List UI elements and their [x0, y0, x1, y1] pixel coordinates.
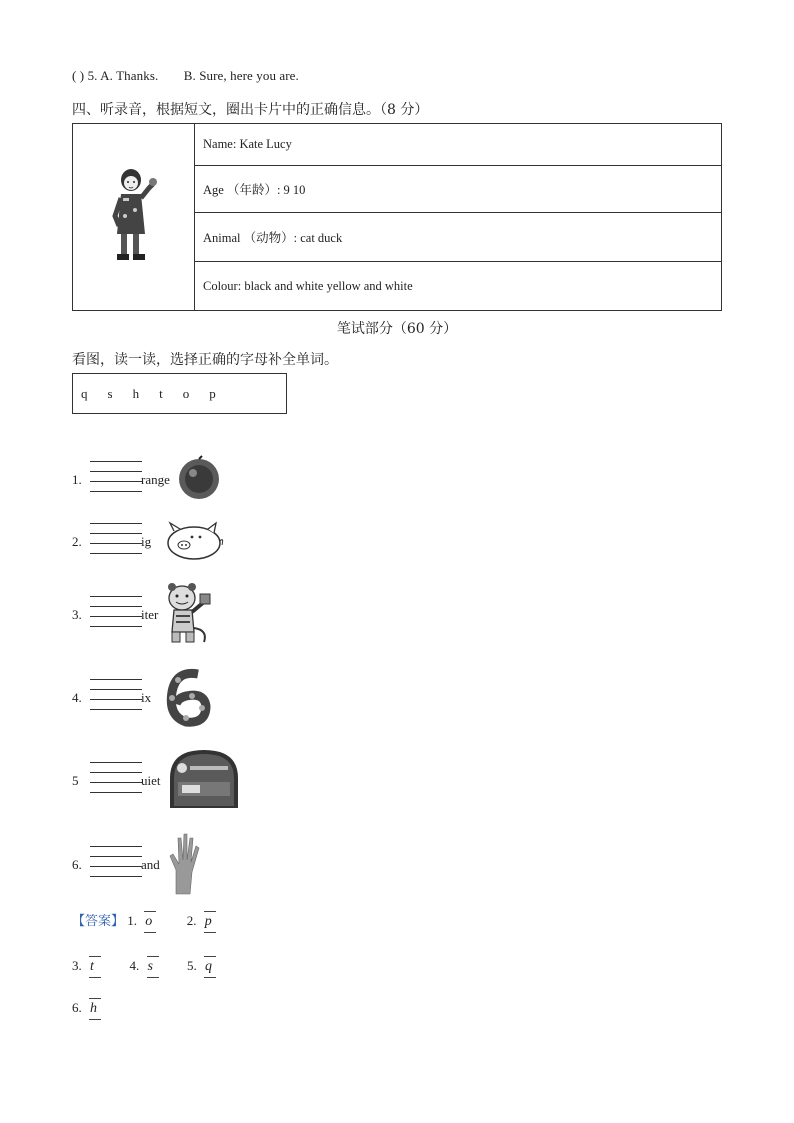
answer-number: 1. — [127, 913, 138, 928]
tiger-picture — [164, 582, 216, 646]
card-row-name: Name: Kate Lucy — [195, 124, 722, 166]
answer-row-2 — [72, 956, 216, 978]
letter-choice: o — [182, 385, 190, 401]
card-row-colour: Colour: black and white yellow and white — [195, 262, 722, 311]
answer-letter: h — [90, 1001, 97, 1016]
answer-blank[interactable] — [90, 523, 142, 553]
orange-picture — [176, 455, 222, 501]
answer-number: 4. — [129, 957, 140, 973]
answer-letter-box — [89, 956, 101, 978]
letter-choice-box — [72, 373, 287, 414]
girl-waving-illustration — [109, 166, 159, 266]
letter-choice: t — [159, 385, 163, 401]
answer-blank[interactable] — [90, 762, 142, 792]
answer-number: 5. — [187, 957, 197, 973]
answer-blank[interactable] — [90, 846, 142, 876]
option-a: A. Thanks. — [100, 68, 159, 83]
answer-letter-box — [147, 956, 159, 978]
answer-letter: p — [204, 914, 212, 930]
answer-number: 2. — [186, 913, 197, 928]
word-ending: and — [141, 857, 160, 872]
question-number: 6. — [72, 857, 82, 872]
question-2 — [72, 517, 272, 577]
letter-choice: p — [209, 385, 216, 401]
letter-choice: q — [81, 385, 88, 401]
answer-letter: t — [90, 959, 94, 974]
answer-letter: s — [147, 959, 153, 974]
question-number: 5 — [72, 773, 79, 788]
instruction-text: 看图，读一读，选择正确的字母补全单词。 — [72, 352, 338, 368]
listening-item-5 — [72, 68, 299, 84]
answer-letter-box — [204, 956, 216, 978]
info-card-table — [72, 123, 722, 311]
answer-blank[interactable] — [90, 461, 142, 491]
word-ending: ig — [141, 534, 152, 549]
question-4 — [72, 666, 272, 728]
card-row-animal: Animal （动物）: cat duck — [195, 213, 722, 262]
section-four-heading: 四、听录音，根据短文，圈出卡片中的正确信息。（8 分） — [72, 102, 429, 118]
answer-number: 3. — [72, 957, 82, 973]
girl-picture-cell — [73, 124, 195, 311]
word-ending: ix — [141, 690, 152, 705]
question-number: 4. — [72, 690, 82, 705]
word-ending: iter — [141, 607, 159, 622]
answer-paren: ( ) — [72, 68, 85, 83]
card-row-age: Age （年龄）: 9 10 — [195, 165, 722, 213]
written-part-title: 笔试部分（60 分） — [336, 321, 458, 337]
question-number: 1. — [72, 472, 82, 487]
six-picture — [156, 666, 218, 728]
question-6 — [72, 832, 272, 896]
answer-row-3 — [72, 998, 101, 1020]
letter-choice: h — [132, 385, 140, 401]
question-number: 3. — [72, 607, 82, 622]
option-b: B. Sure, here you are. — [183, 68, 299, 83]
answer-letter-box — [144, 911, 156, 933]
question-3 — [72, 582, 272, 648]
answer-row-1 — [72, 910, 216, 933]
question-5 — [72, 748, 272, 812]
question-number: 2. — [72, 534, 82, 549]
answer-letter-box — [89, 998, 101, 1020]
answer-blank[interactable] — [90, 679, 142, 709]
answer-letter: o — [145, 914, 153, 930]
hand-picture — [168, 832, 200, 896]
word-ending: uiet — [141, 773, 161, 788]
answer-letter-box — [204, 911, 216, 933]
answer-blank[interactable] — [90, 596, 142, 626]
pig-picture — [164, 519, 224, 563]
question-1 — [72, 455, 272, 515]
item-number: 5. — [87, 68, 98, 83]
answer-label: 【答案】 — [72, 914, 125, 929]
answer-number: 6. — [72, 999, 82, 1015]
letter-choice: s — [107, 385, 113, 401]
word-ending: range — [141, 472, 170, 487]
quiet-sign-picture — [168, 748, 240, 812]
answer-letter: q — [205, 959, 212, 974]
